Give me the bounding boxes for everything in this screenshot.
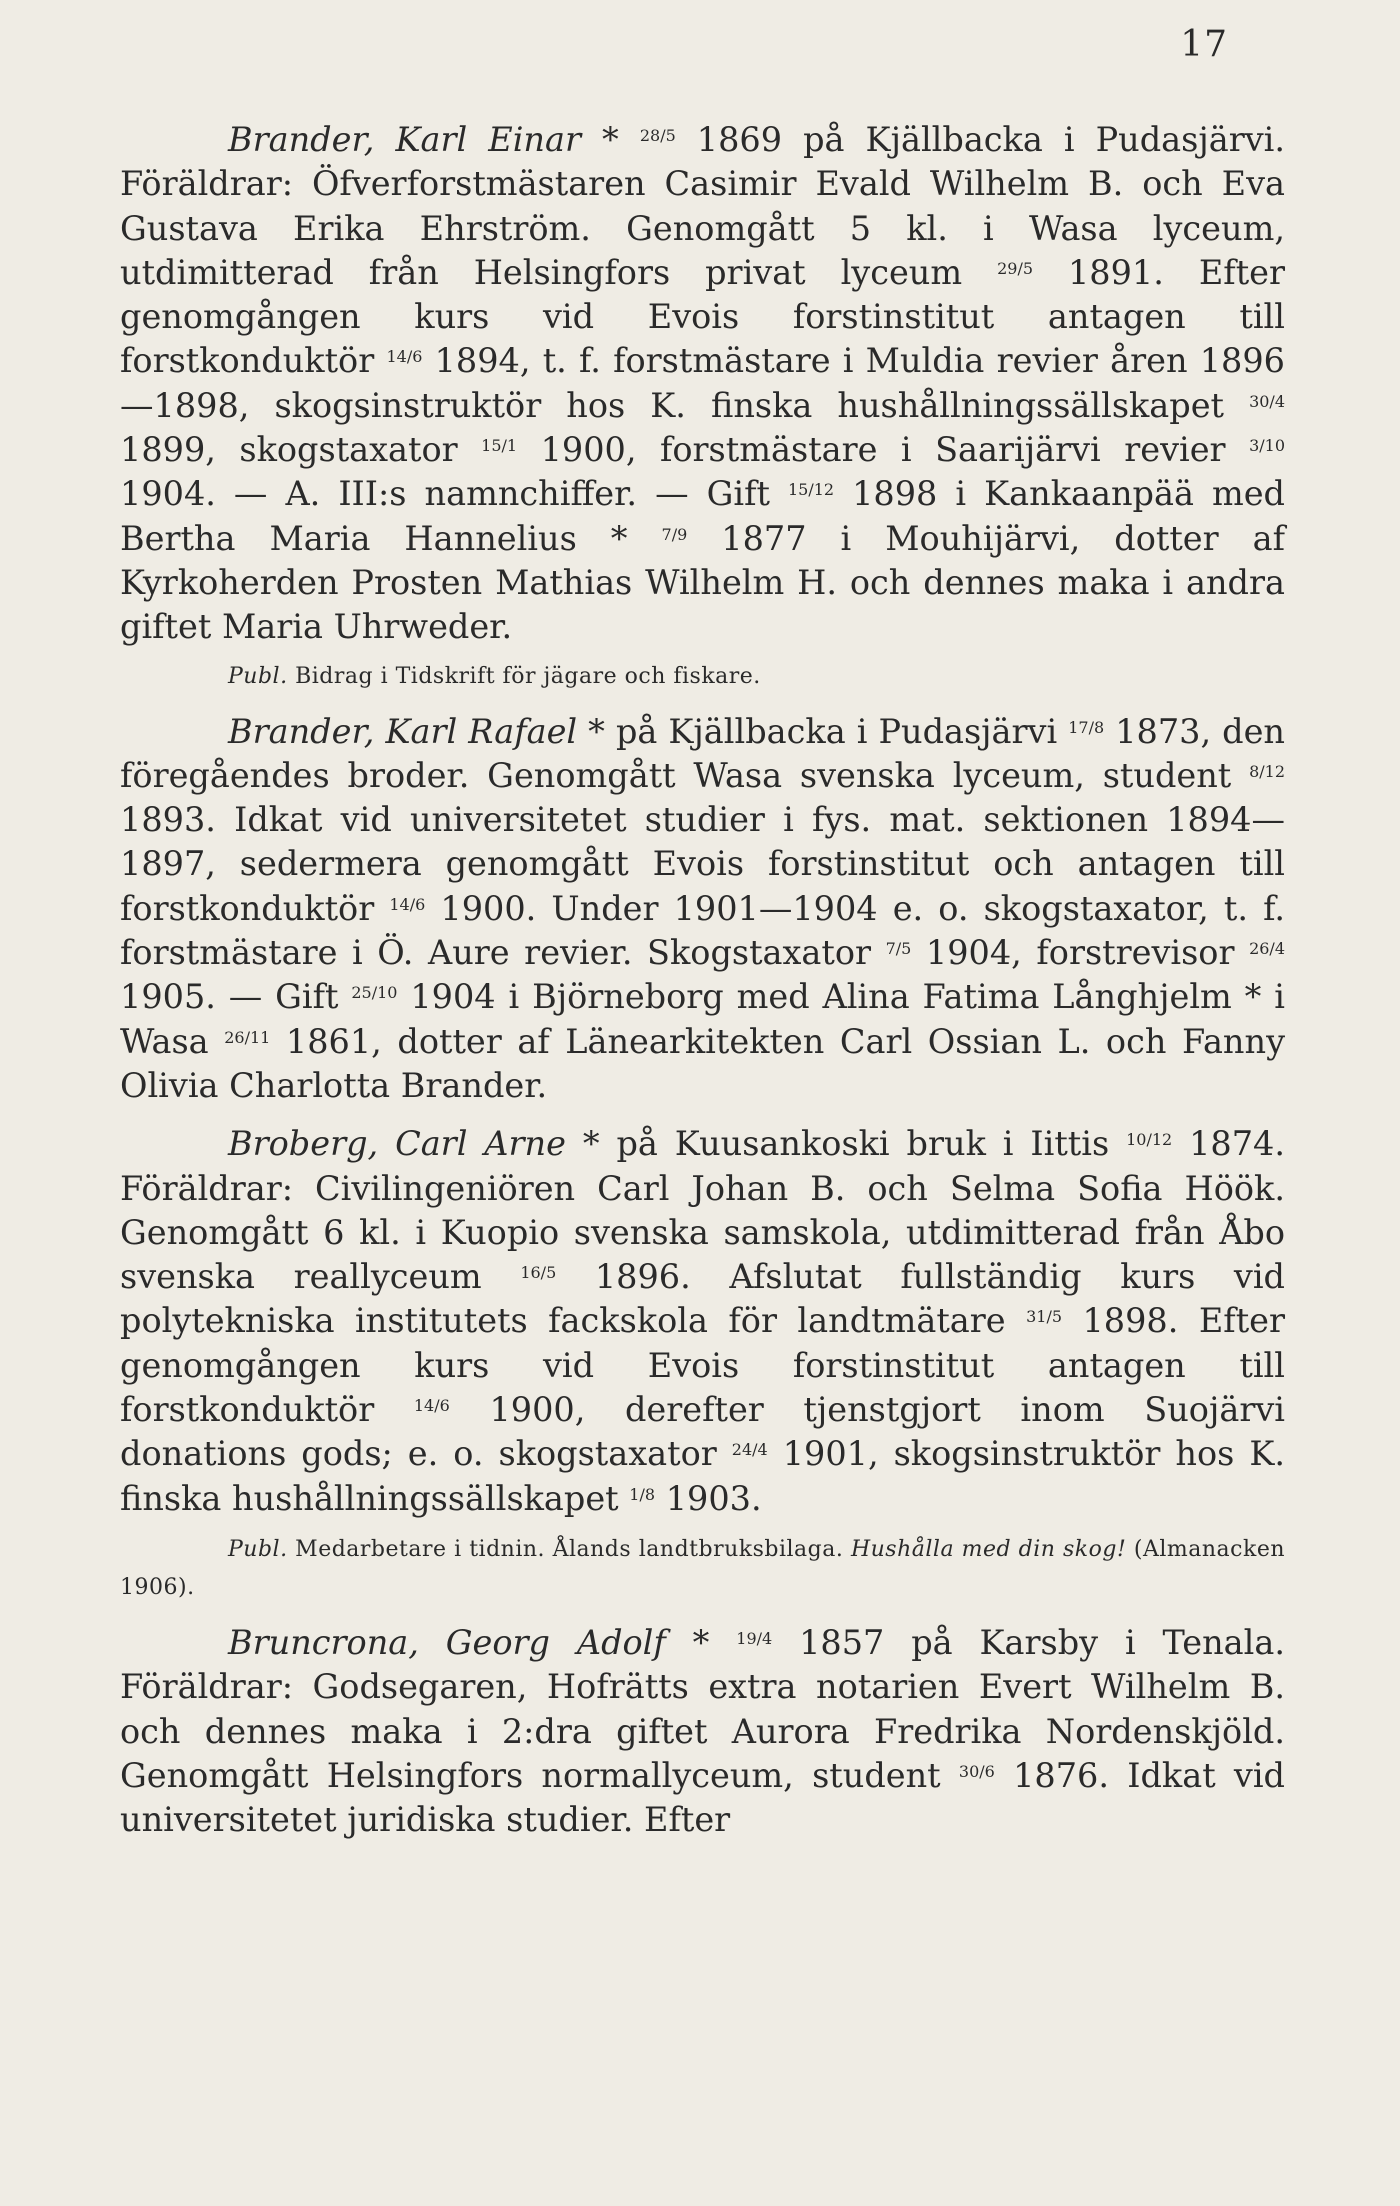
date-superscript: 16/5	[520, 1263, 557, 1283]
publication-title: Hushålla med din skog!	[850, 1536, 1127, 1562]
date-superscript: 7/5	[885, 939, 912, 959]
date-superscript: 15/1	[481, 436, 518, 456]
entry-brander-karl-einar	[120, 118, 1285, 650]
entry-paragraph	[120, 1122, 1285, 1521]
date-superscript: 26/4	[1249, 939, 1285, 959]
entry-name: Broberg, Carl Arne	[228, 1124, 566, 1164]
date-superscript: 3/10	[1249, 436, 1285, 456]
entry-bruncrona-georg-adolf	[120, 1621, 1285, 1842]
date-superscript: 26/11	[224, 1027, 271, 1047]
date-superscript: 28/5	[639, 126, 676, 145]
publication-text: Medarbetare i tidnin. Ålands landtbruksbilaga.	[295, 1536, 844, 1562]
date-superscript: 10/12	[1126, 1130, 1173, 1150]
entry-name: Brander, Karl Rafael	[228, 711, 578, 751]
publication-note	[120, 1531, 1285, 1607]
date-superscript: 14/6	[413, 1396, 450, 1416]
entry-name: Brander, Karl Einar	[228, 120, 581, 159]
date-superscript: 25/10	[351, 983, 398, 1003]
entry-body: på Kjällbacka i Pudasjärvi $^{17/8}$ 1873, den föregåendes broder. Genomgått Wasa svenska lyceum, student $^{8/12}$ 1893. Idkat vid universitetet studier i fys. mat. sektionen 1894—1897, sedermera genomgått Evois forstinstitut och antagen till forstkonduktör $^{14/6}$ 1900. Under 1901—1904 e. o. skogstaxator, t. f. forstmästare i Ö. Aure revier. Skogstaxator $^{7/5}$ 1904, forstrevisor $^{26/4}$ 1905. — Gift $^{25/10}$ 1904 i Björneborg med Alina Fatima Långhjelm * i Wasa $^{26/11}$ 1861, dotter af Länearkitekten Carl Ossian L. och Fanny Olivia Charlotta Brander.	[120, 711, 1286, 1105]
text-block	[120, 118, 1285, 1842]
entry-paragraph	[120, 1621, 1285, 1842]
date-superscript: 17/8	[1068, 717, 1105, 737]
date-superscript: 15/12	[787, 480, 835, 500]
entry-paragraph	[120, 710, 1285, 1109]
publication-text: Bidrag i Tidskrift för jägare och fiskare.	[295, 663, 761, 689]
entry-paragraph	[120, 118, 1285, 650]
publication-label: Publ.	[228, 663, 288, 689]
date-superscript: 8/12	[1249, 761, 1285, 781]
date-superscript: 30/6	[958, 1761, 995, 1781]
publication-note	[120, 658, 1285, 696]
page-number: 17	[1180, 24, 1228, 65]
date-superscript: 24/4	[731, 1440, 768, 1460]
date-superscript: 29/5	[997, 258, 1034, 278]
birth-mark: *	[588, 711, 605, 751]
entry-body: på Kuusankoski bruk i Iittis $^{10/12}$ 1874. Föräldrar: Civilingeniören Carl Johan B. och Selma Sofia Höök. Genomgått 6 kl. i Kuopio svenska samskola, utdimitterad från Åbo svenska reallyceum $^{16/5}$ 1896. Afslutat fullständig kurs vid polytekniska institutets fackskola för landtmätare $^{31/5}$ 1898. Efter genomgången kurs vid Evois forstinstitut antagen till forstkonduktör $^{14/6}$ 1900, derefter tjenstgjort inom Suojärvi donations gods; e. o. skogstaxator $^{24/4}$ 1901, skogsinstruktör hos K. finska hushållningssällskapet $^{1/8}$ 1903.	[120, 1124, 1285, 1518]
entry-brander-karl-rafael	[120, 710, 1285, 1109]
birth-mark: *	[692, 1622, 710, 1662]
date-superscript: 14/6	[386, 347, 423, 367]
publication-label: Publ.	[228, 1536, 288, 1562]
birth-mark: *	[582, 1124, 600, 1164]
date-superscript: 1/8	[629, 1484, 656, 1504]
date-superscript: 19/4	[736, 1628, 773, 1648]
entry-name: Bruncrona, Georg Adolf	[228, 1622, 666, 1662]
entry-body: $^{28/5}$ 1869 på Kjällbacka i Pudasjärvi. Föräldrar: Öfverforstmästaren Casimir Evald Wilhelm B. och Eva Gustava Erika Ehrström. Genomgått 5 kl. i Wasa lyceum, utdimitterad från Helsingfors privat lyceum $^{29/5}$ 1891. Efter genomgången kurs vid Evois forstinstitut antagen till forstkonduktör $^{14/6}$ 1894, t. f. forstmästare i Muldia revier åren 1896—1898, skogsinstruktör hos K. finska hushållningssällskapet $^{30/4}$ 1899, skogstaxator $^{15/1}$ 1900, forstmästare i Saarijärvi revier $^{3/10}$ 1904. — A. III:s namnchiffer. — Gift $^{15/12}$ 1898 i Kankaanpää med Bertha Maria Hannelius * $^{7/9}$ 1877 i Mouhijärvi, dotter af Kyrkoherden Prosten Mathias Wilhelm H. och dennes maka i andra giftet Maria Uhrweder.	[120, 120, 1286, 647]
entry-body: $^{19/4}$ 1857 på Karsby i Tenala. Föräldrar: Godsegaren, Hofrätts extra notarien Evert Wilhelm B. och dennes maka i 2:dra giftet Aurora Fredrika Nordenskjöld. Genomgått Helsingfors normallyceum, student $^{30/6}$ 1876. Idkat vid universitetet juridiska studier. Efter	[120, 1622, 1285, 1840]
date-superscript: 30/4	[1249, 391, 1285, 411]
date-superscript: 7/9	[661, 524, 688, 544]
date-superscript: 14/6	[389, 894, 426, 914]
publication-tail: (Almanacken 1906).	[120, 1536, 1286, 1600]
entry-broberg-carl-arne	[120, 1122, 1285, 1521]
date-superscript: 31/5	[1026, 1307, 1063, 1327]
birth-mark: *	[602, 120, 619, 159]
